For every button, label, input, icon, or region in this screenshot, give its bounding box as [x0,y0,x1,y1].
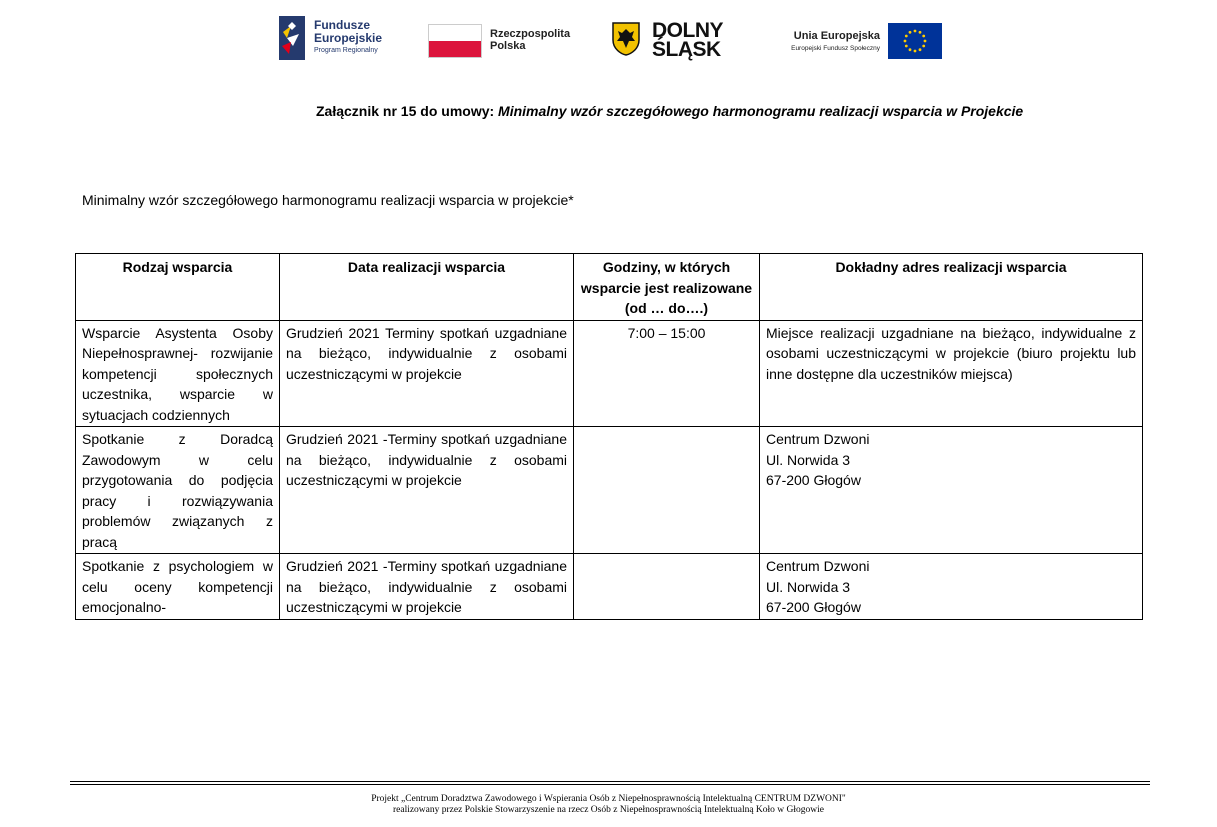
fe-logo-line3: Program Regionalny [314,47,378,54]
fe-logo-line2: Europejskie [314,31,383,45]
footer [0,794,1217,816]
logo-bar [0,14,1217,64]
ds-logo-line2: ŚLĄSK [652,38,721,61]
cell-hours [574,554,760,620]
ds-logo-line1: DOLNY [652,19,723,42]
rp-logo-line1: Rzeczpospolita [490,28,571,40]
cell-date: Grudzień 2021 Terminy spotkań uzgadniane na bieżąco, indywidualnie z osobami uczestniczącymi w projekcie [280,320,574,427]
cell-support-type: Spotkanie z Doradcą Zawodowym w celu przygotowania do podjęcia pracy i rozwiązywania problemów związanych z pracą [76,427,280,554]
cell-date: Grudzień 2021 -Terminy spotkań uzgadniane na bieżąco, indywidualnie z osobami uczestniczącymi w projekcie [280,554,574,620]
cell-address [760,554,1143,620]
annex-prefix: Załącznik nr 15 do umowy: [316,103,499,119]
address-line: 67-200 Głogów [766,472,861,488]
ue-logo-line2: Europejski Fundusz Społeczny [791,45,880,52]
fe-logo-line1: Fundusze [314,18,370,32]
ue-logo-line1: Unia Europejska [793,30,880,42]
footer-divider [70,781,1150,782]
footer-line2: realizowany przez Polskie Stowarzyszenie na rzecz Osób z Niepełnosprawnością Intelektualną Koło w Głogowie [392,805,825,815]
cell-hours: 7:00 – 15:00 [574,320,760,427]
table-row [76,320,1143,427]
eu-flag-icon [888,23,942,59]
cell-address [760,427,1143,554]
cell-support-type: Spotkanie z psychologiem w celu oceny kompetencji emocjonalno- [76,554,280,620]
rzeczpospolita-polska-logo [428,14,588,64]
address-line: 67-200 Głogów [766,599,861,615]
cell-hours [574,427,760,554]
unia-europejska-logo [762,14,942,64]
table-row [76,554,1143,620]
header-hours: Godziny, w których wsparcie jest realizowane (od … do….) [574,254,760,321]
header-date: Data realizacji wsparcia [280,254,574,321]
footer-line1: Projekt „Centrum Doradztwa Zawodowego i Wspierania Osób z Niepełnosprawnością Intelektualną CENTRUM DZWONI" [371,794,846,804]
header-address: Dokładny adres realizacji wsparcia [760,254,1143,321]
intro-text: Minimalny wzór szczegółowego harmonogramu realizacji wsparcia w projekcie* [82,192,574,208]
table-header-row [76,254,1143,321]
address-line: Ul. Norwida 3 [766,451,851,468]
rp-logo-line2: Polska [490,40,526,52]
polish-flag-icon [428,24,482,58]
dolny-slask-logo [612,14,732,64]
dolny-slask-crest-icon [612,22,640,56]
fundusze-europejskie-mark-icon [279,16,305,60]
cell-support-type: Wsparcie Asystenta Osoby Niepełnosprawnej- rozwijanie kompetencji społecznych uczestnika, wsparcie w sytuacjach codziennych [76,320,280,427]
cell-date: Grudzień 2021 -Terminy spotkań uzgadniane na bieżąco, indywidualnie z osobami uczestniczącymi w projekcie [280,427,574,554]
schedule-table [75,253,1143,620]
cell-address [760,320,1143,427]
footer-divider [70,784,1150,785]
address-line: Centrum Dzwoni [766,558,870,574]
address-line: Ul. Norwida 3 [766,578,851,595]
address-line: Miejsce realizacji uzgadniane na bieżąco, indywidualne z osobami uczestniczącymi w projekcie (biuro projektu lub inne dostępne dla uczestników miejsca) [766,324,1136,382]
fundusze-europejskie-logo [279,14,399,64]
annex-heading [316,103,1023,119]
address-line: Centrum Dzwoni [766,431,870,447]
table-row [76,427,1143,554]
annex-title: Minimalny wzór szczegółowego harmonogramu realizacji wsparcia w Projekcie [498,103,1024,119]
header-support-type: Rodzaj wsparcia [76,254,280,321]
